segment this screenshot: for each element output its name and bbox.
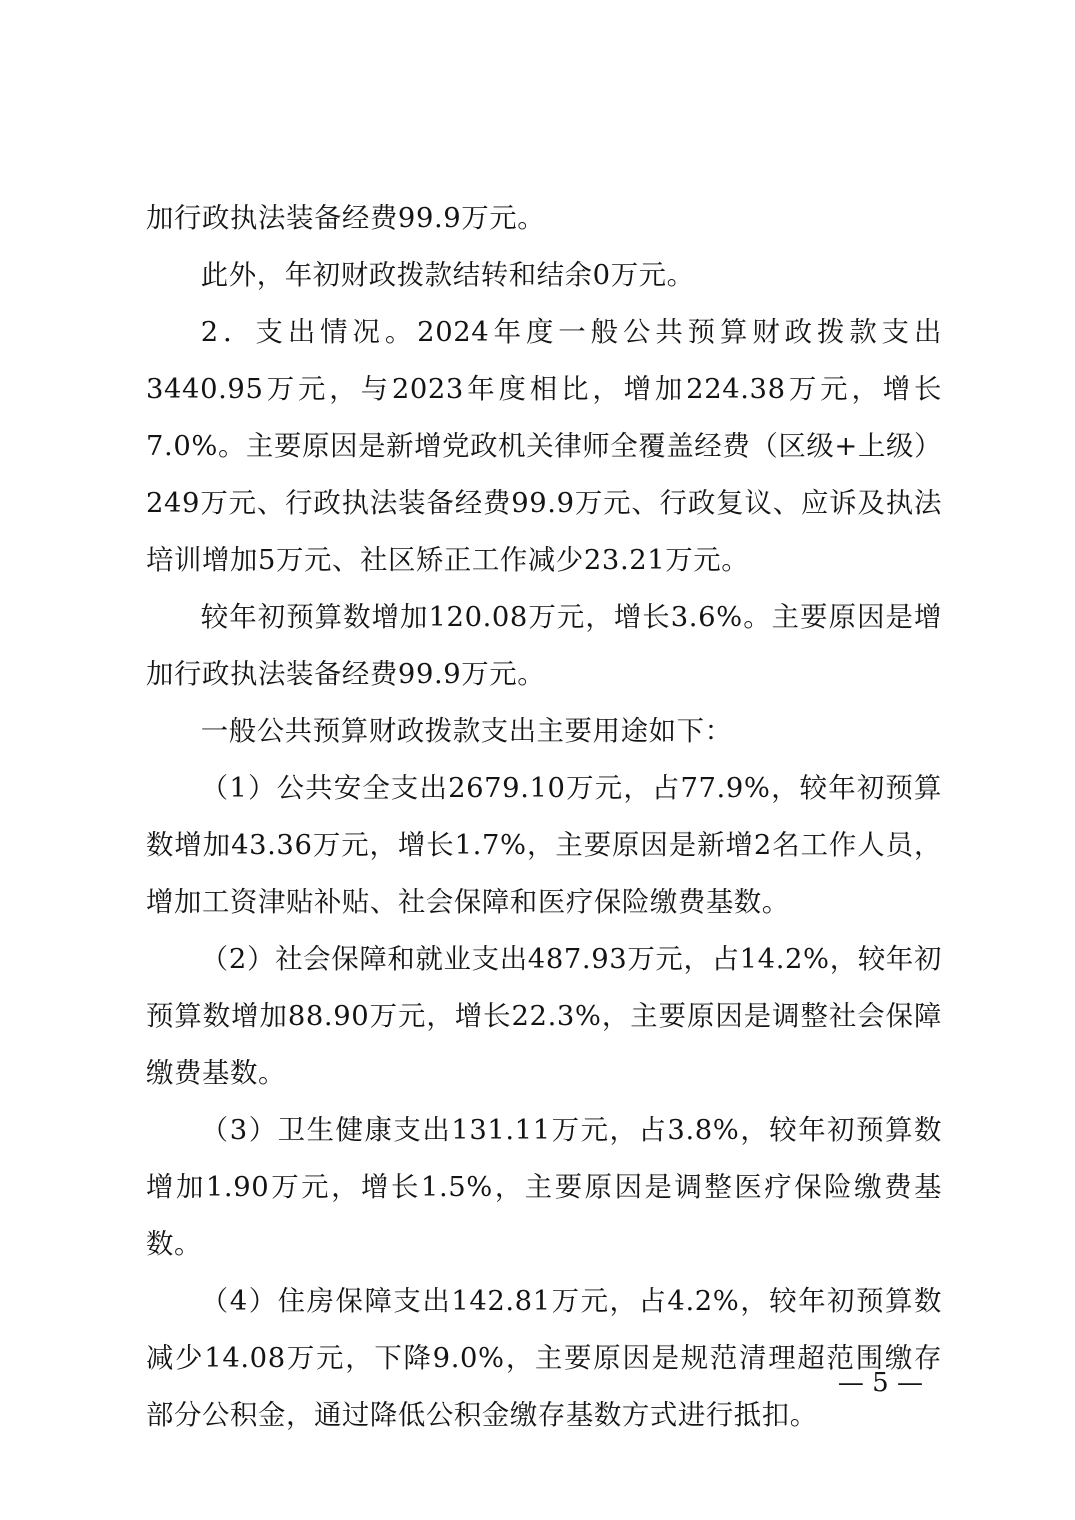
page-number: — 5 — <box>837 1368 923 1398</box>
paragraph-social-security: （2）社会保障和就业支出487.93万元，占14.2%，较年初预算数增加88.90万元，增长22.3%，主要原因是调整社会保障缴费基数。 <box>146 944 942 1089</box>
paragraph-continuation: 加行政执法装备经费99.9万元。 <box>146 203 546 234</box>
paragraph-health: （3）卫生健康支出131.11万元，占3.8%，较年初预算数增加1.90万元，增长1.5%，主要原因是调整医疗保险缴费基数。 <box>146 1115 942 1260</box>
paragraph-housing: （4）住房保障支出142.81万元，占4.2%，较年初预算数减少14.08万元，下降9.0%，主要原因是规范清理超范围缴存部分公积金，通过降低公积金缴存基数方式进行抵扣。 <box>146 1286 942 1431</box>
paragraph-carryover: 此外，年初财政拨款结转和结余0万元。 <box>200 260 695 291</box>
paragraph-public-security: （1）公共安全支出2679.10万元，占77.9%，较年初预算数增加43.36万元，增长1.7%，主要原因是新增2名工作人员，增加工资津贴补贴、社会保障和医疗保险缴费基数。 <box>146 773 942 918</box>
paragraph-budget-comparison: 较年初预算数增加120.08万元，增长3.6%。主要原因是增加行政执法装备经费99.9万元。 <box>146 602 942 690</box>
paragraph-expenditure-overview: 2．支出情况。2024年度一般公共预算财政拨款支出3440.95万元，与2023年度相比，增加224.38万元，增长7.0%。主要原因是新增党政机关律师全覆盖经费（区级+上级）249万元、行政执法装备经费99.9万元、行政复议、应诉及执法培训增加5万元、社区矫正工作减少23.21万元。 <box>146 317 942 576</box>
paragraph-usage-intro: 一般公共预算财政拨款支出主要用途如下： <box>200 716 733 747</box>
document-body <box>146 190 942 1444</box>
